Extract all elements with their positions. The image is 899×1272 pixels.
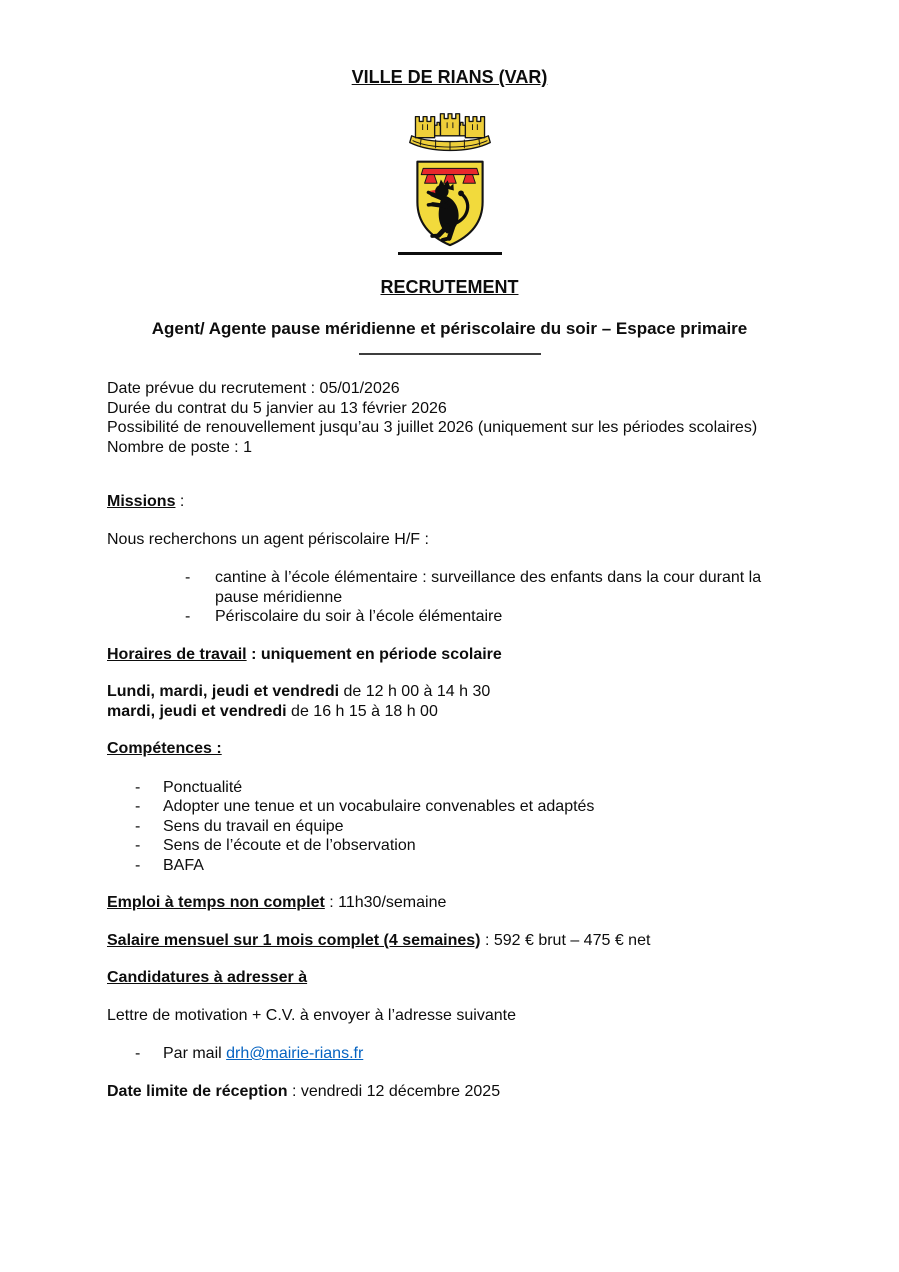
salaire-line: Salaire mensuel sur 1 mois complet (4 semaines) : 592 € brut – 475 € net bbox=[107, 931, 651, 949]
intro-line: Possibilité de renouvellement jusqu’au 3 juillet 2026 (uniquement sur les périodes scolaires) bbox=[107, 419, 758, 436]
bullet-dash: - bbox=[135, 856, 141, 874]
bullet-dash: - bbox=[135, 798, 141, 815]
title-divider bbox=[359, 353, 541, 355]
list-item bbox=[107, 797, 839, 817]
crest-underline bbox=[398, 252, 502, 255]
email-link[interactable]: drh@mairie-rians.fr bbox=[226, 1045, 364, 1062]
list-item bbox=[107, 607, 839, 627]
bullet-dash: - bbox=[185, 569, 191, 586]
list-item-text: cantine à l’école élémentaire : surveillance des enfants dans la cour durant la pause méridienne bbox=[215, 569, 762, 606]
coat-of-arms-container bbox=[0, 108, 899, 255]
mail-line: Par mail drh@mairie-rians.fr bbox=[163, 1045, 364, 1062]
competences-heading: Compétences : bbox=[107, 740, 222, 757]
list-item bbox=[107, 856, 839, 876]
intro-line: Nombre de poste : 1 bbox=[107, 438, 252, 456]
horaires-heading: Horaires de travail : uniquement en période scolaire bbox=[107, 645, 502, 663]
recruitment-heading: RECRUTEMENT bbox=[380, 277, 519, 297]
candidatures-heading: Candidatures à adresser à bbox=[107, 969, 308, 986]
missions-list bbox=[107, 568, 839, 627]
list-item-text: BAFA bbox=[163, 856, 204, 874]
intro-line: Durée du contrat du 5 janvier au 13 février 2026 bbox=[107, 399, 447, 417]
list-item-text: Sens du travail en équipe bbox=[163, 817, 344, 835]
list-item bbox=[107, 817, 839, 837]
list-item bbox=[107, 568, 839, 607]
intro-line: Date prévue du recrutement : 05/01/2026 bbox=[107, 380, 400, 397]
coat-of-arms-icon bbox=[402, 108, 498, 248]
missions-intro: Nous recherchons un agent périscolaire H/F : bbox=[107, 530, 429, 548]
list-item bbox=[107, 1044, 839, 1064]
missions-heading: Missions : bbox=[107, 493, 185, 510]
horaires-lines bbox=[107, 682, 839, 721]
deadline-line: Date limite de réception : vendredi 12 décembre 2025 bbox=[107, 1082, 501, 1100]
bullet-dash: - bbox=[135, 1045, 141, 1062]
list-item-text: Périscolaire du soir à l’école élémentaire bbox=[215, 608, 503, 625]
bullet-dash: - bbox=[135, 817, 141, 835]
job-title: Agent/ Agente pause méridienne et périscolaire du soir – Espace primaire bbox=[151, 319, 748, 338]
list-item-text: Sens de l’écoute et de l’observation bbox=[163, 837, 416, 854]
candidatures-intro: Lettre de motivation + C.V. à envoyer à l’adresse suivante bbox=[107, 1006, 516, 1024]
bullet-dash: - bbox=[185, 608, 191, 625]
tail-tuft bbox=[458, 190, 464, 196]
intro-paragraph bbox=[107, 379, 839, 457]
list-item-text: Adopter une tenue et un vocabulaire convenables et adaptés bbox=[163, 798, 595, 815]
document-body bbox=[0, 379, 899, 1101]
mail-list bbox=[107, 1044, 839, 1064]
list-item bbox=[107, 836, 839, 856]
document-title: VILLE DE RIANS (VAR) bbox=[351, 67, 548, 87]
list-item-text: Ponctualité bbox=[163, 778, 243, 796]
heraldic-label bbox=[421, 168, 479, 183]
competences-list bbox=[107, 778, 839, 876]
list-item bbox=[107, 778, 839, 798]
bullet-dash: - bbox=[135, 837, 141, 854]
horaires-line: Lundi, mardi, jeudi et vendredi de 12 h 00 à 14 h 30 bbox=[107, 683, 491, 700]
horaires-line: mardi, jeudi et vendredi de 16 h 15 à 18 h 00 bbox=[107, 702, 438, 720]
bullet-dash: - bbox=[135, 778, 141, 796]
emploi-line: Emploi à temps non complet : 11h30/semaine bbox=[107, 894, 447, 911]
